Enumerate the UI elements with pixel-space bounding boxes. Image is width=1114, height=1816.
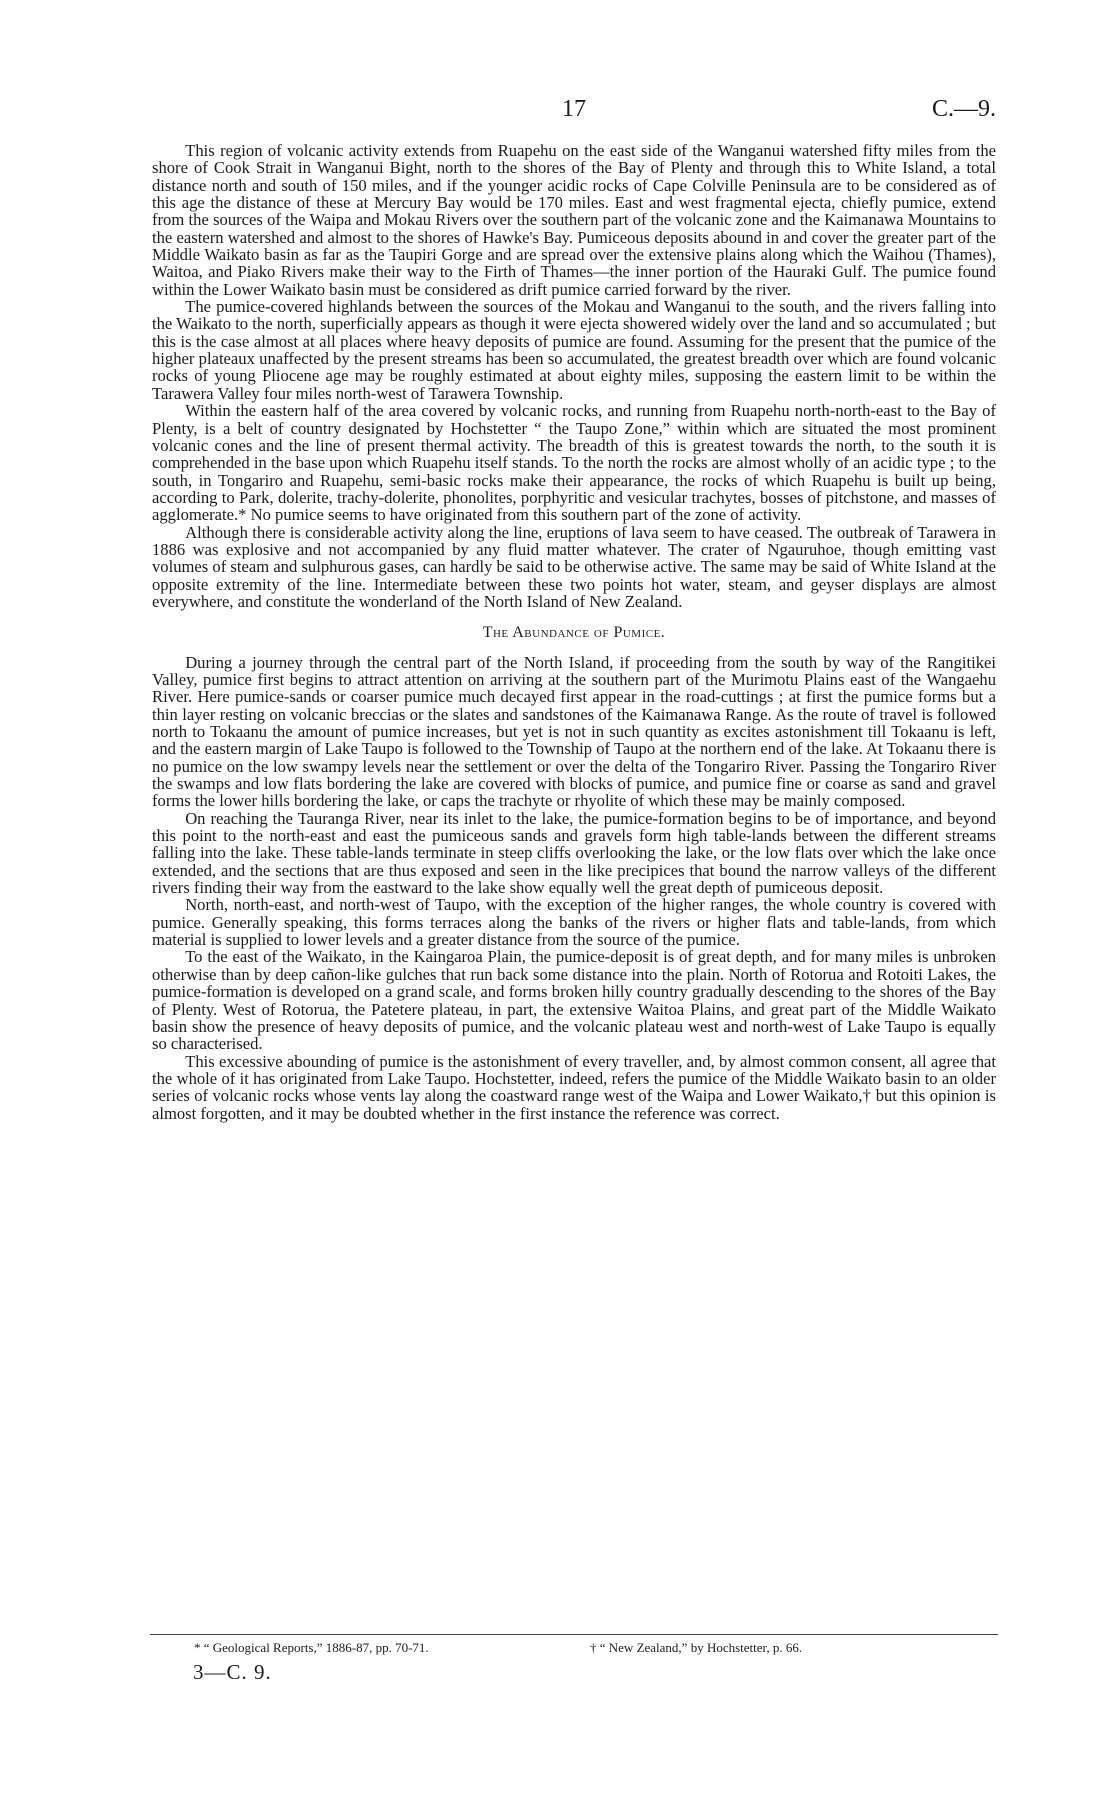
page-header (152, 96, 996, 130)
footnote: † “ New Zealand,” by Hochstetter, p. 66. (590, 1640, 803, 1655)
body-text (152, 142, 996, 1122)
signature-mark: 3—C. 9. (193, 1660, 272, 1684)
paragraph: This region of volcanic activity extends from Ruapehu on the east side of the Wanganui watershed fifty miles from the shore of Cook Strait in Wanganui Bight, north to the shores of the Bay of Plenty and through this to White Island, a total distance north and south of 150 miles, and if the younger acidic rocks of Cape Colville Peninsula are to be considered as of this age the distance of these at Mercury Bay would be 170 miles. East and west fragmental ejecta, chiefly pumice, extend from the sources of the Waipa and Mokau Rivers over the southern part of the volcanic zone and the Kaimanawa Mountains to the eastern watershed and almost to the shores of Hawke's Bay. Pumiceous deposits abound in and cover the greater part of the Middle Waikato basin as far as the Taupiri Gorge and are spread over the extensive plains along which the Waihou (Thames), Waitoa, and Piako Rivers make their way to the Firth of Thames—the inner portion of the Hauraki Gulf. The pumice found within the Lower Waikato basin must be considered as drift pumice carried forward by the river. (152, 141, 996, 299)
section-heading: The Abundance of Pumice. (482, 624, 666, 642)
paragraph: North, north-east, and north-west of Taupo, with the exception of the higher ranges, the whole country is covered with pumice. Generally speaking, this forms terraces along the banks of the rivers or higher flats and table-lands, from which material is supplied to lower levels and a greater distance from the source of the pumice. (152, 895, 996, 950)
footnote-divider (150, 1634, 998, 1635)
paragraph: Although there is considerable activity along the line, eruptions of lava seem to have ceased. The outbreak of Tarawera in 1886 was explosive and not accompanied by any fluid matter whatever. The crater of Ngauruhoe, though emitting vast volumes of steam and sulphurous gases, can hardly be said to be otherwise active. The same may be said of White Island at the opposite extremity of the line. Intermediate between these two points hot water, steam, and geyser displays are almost everywhere, and constitute the wonderland of the North Island of New Zealand. (152, 522, 996, 611)
page-number: 17 (562, 96, 586, 122)
footnote: * “ Geological Reports,” 1886-87, pp. 70-71. (194, 1640, 429, 1655)
paragraph: The pumice-covered highlands between the sources of the Mokau and Wanganui to the south, and the rivers falling into the Waikato to the north, superficially appears as though it were ejecta showered widely over the land and so accumulated ; but this is the case almost at all places where heavy deposits of pumice are found. Assuming for the present that the pumice of the higher plateaux unaffected by the present streams has been so accumulated, the greatest breadth over which are found volcanic rocks of young Pliocene age may be roughly estimated at about eighty miles, supposing the eastern limit to be within the Tarawera Valley four miles north-west of Tarawera Township. (152, 297, 996, 403)
document-reference: C.—9. (931, 96, 996, 122)
paragraph: To the east of the Waikato, in the Kaingaroa Plain, the pumice-deposit is of great depth, and for many miles is unbroken otherwise than by deep cañon-like gulches that run back some distance into the plain. North of Rotorua and Rotoiti Lakes, the pumice-formation is developed on a grand scale, and forms broken hilly country gradually descending to the shores of the Bay of Plenty. West of Rotorua, the Patetere plateau, in part, the extensive Waitoa Plains, and great part of the Middle Waikato basin show the presence of heavy deposits of pumice, and the volcanic plateau west and north-west of Lake Taupo is equally so characterised. (152, 947, 996, 1054)
paragraph: Within the eastern half of the area covered by volcanic rocks, and running from Ruapehu north-north-east to the Bay of Plenty, is a belt of country designated by Hochstetter “ the Taupo Zone,” within which are situated the most prominent volcanic cones and the line of present thermal activity. The breadth of this is greatest towards the north, to the south it is comprehended in the base upon which Ruapehu itself stands. To the north the rocks are almost wholly of an acidic type ; to the south, in Tongariro and Ruapehu, semi-basic rocks make their appearance, the rocks of which Ruapehu is built up being, according to Park, dolerite, trachy-dolerite, phonolites, porphyritic and vesicular trachytes, bosses of pitchstone, and masses of agglomerate.* No pumice seems to have originated from this southern part of the zone of activity. (152, 401, 996, 525)
paragraph: During a journey through the central part of the North Island, if proceeding from the south by way of the Rangitikei Valley, pumice first begins to attract attention on arriving at the southern part of the Murimotu Plains east of the Wangaehu River. Here pumice-sands or coarser pumice much decayed first appear in the road-cuttings ; at first the pumice forms but a thin layer resting on volcanic breccias or the slates and sandstones of the Kaimanawa Range. As the route of travel is followed north to Tokaanu the amount of pumice increases, but yet is not in such quantity as excites astonishment till Tokaanu is left, and the eastern margin of Lake Taupo is followed to the Township of Taupo at the northern end of the lake. At Tokaanu there is no pumice on the low swampy levels near the settlement or over the delta of the Tongariro River. Passing the Tongariro River the swamps and low flats bordering the lake are covered with blocks of pumice, and pumice fine or coarse as sand and gravel forms the lower hills bordering the lake, or caps the trachyte or rhyolite of which these may be mainly composed. (152, 652, 996, 811)
paragraph: This excessive abounding of pumice is the astonishment of every traveller, and, by almost common consent, all agree that the whole of it has originated from Lake Taupo. Hochstetter, indeed, refers the pumice of the Middle Waikato basin to an older series of volcanic rocks whose vents lay along the coastward range west of the Waipa and Lower Waikato,† but this opinion is almost forgotten, and it may be doubted whether in the first instance the reference was correct. (152, 1051, 996, 1123)
paragraph: On reaching the Tauranga River, near its inlet to the lake, the pumice-formation begins to be of importance, and beyond this point to the north-east and east the pumiceous sands and gravels form high table-lands between the different streams falling into the lake. These table-lands terminate in steep cliffs overlooking the lake, or the low flats over which the lake once extended, and the sections that are thus exposed and seen in the like precipices that bound the narrow valleys of the different rivers finding their way from the eastward to the lake show equally well the great depth of pumiceous deposit. (152, 808, 996, 898)
